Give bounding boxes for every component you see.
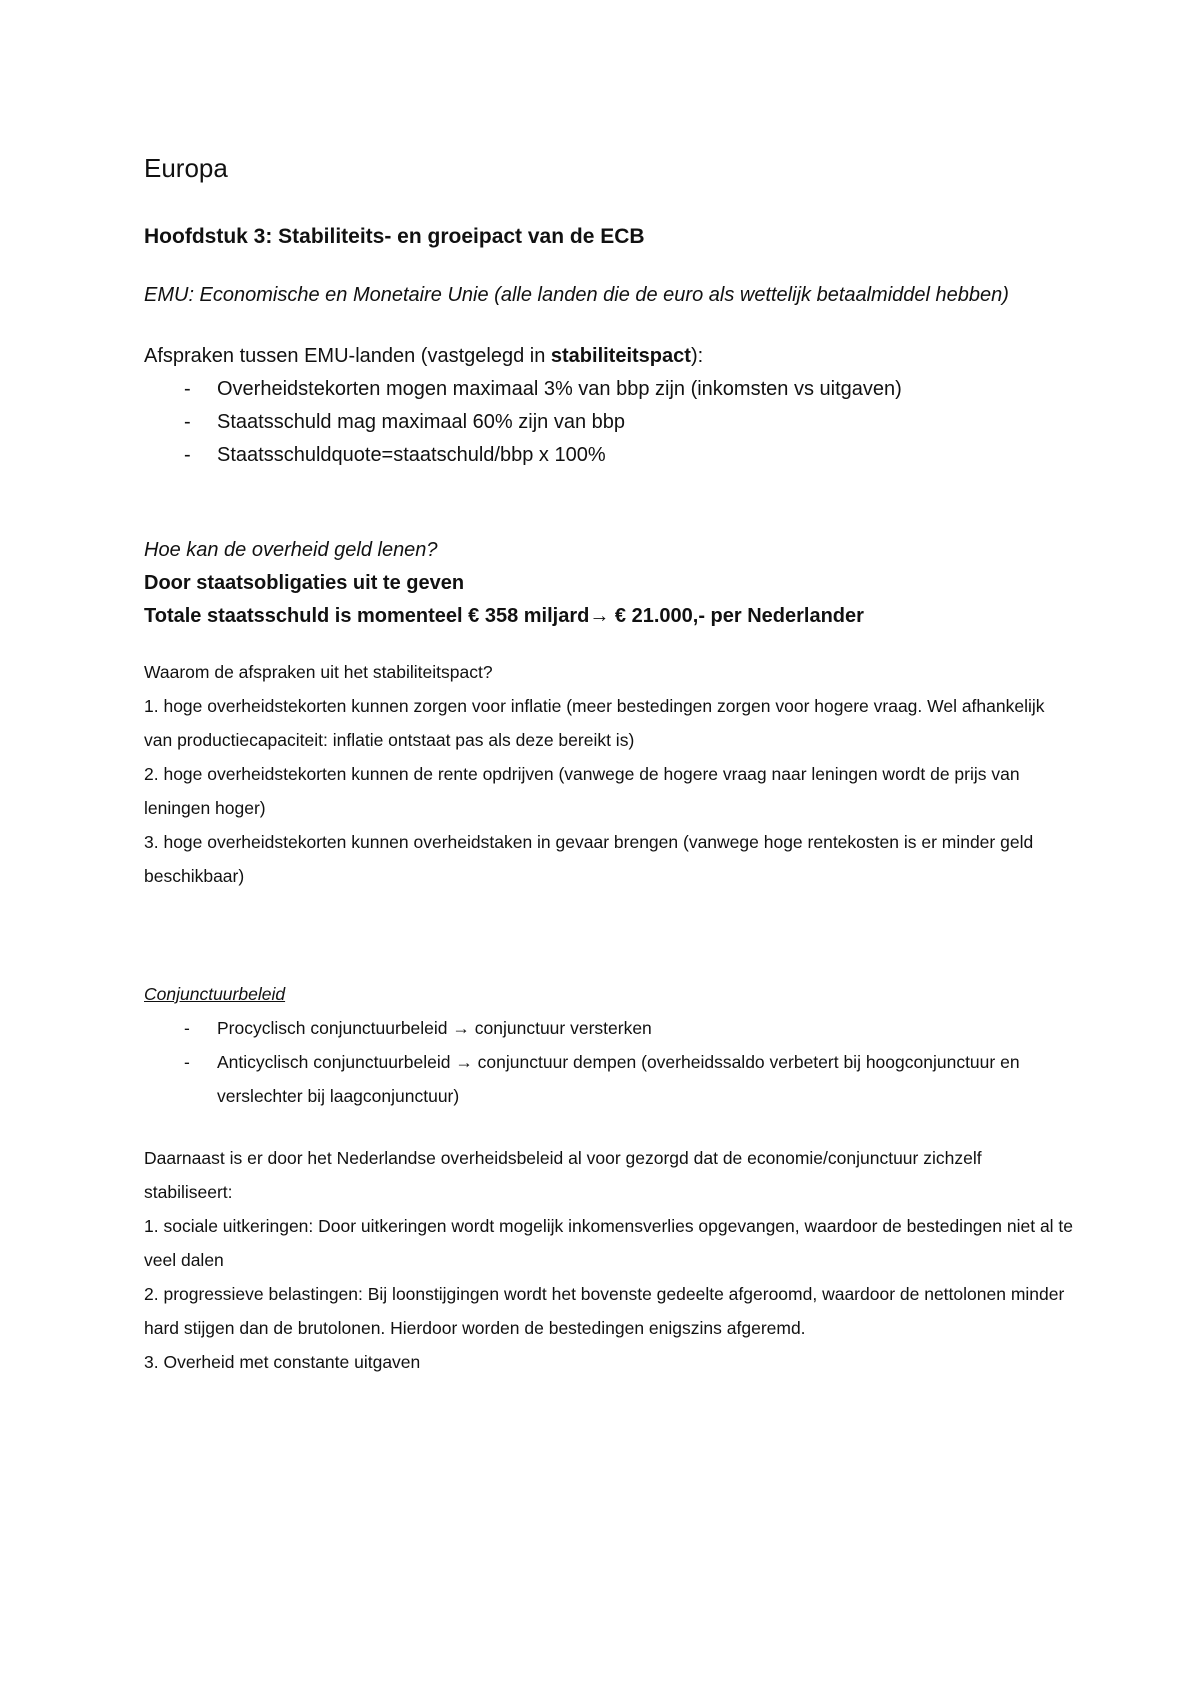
chapter-heading: Hoofdstuk 3: Stabiliteits- en groeipact van de ECB <box>144 225 645 248</box>
list-item <box>144 1045 1074 1113</box>
waarom-point-3: 3. hoge overheidstekorten kunnen overheidstaken in gevaar brengen (vanwege hoge rentekosten is er minder geld beschikbaar) <box>144 832 1034 886</box>
afspraken-intro-prefix: Afspraken tussen EMU-landen (vastgelegd in <box>144 345 551 367</box>
document-title: Europa <box>144 153 228 183</box>
list-item-text: Staatsschuldquote=staatschuld/bbp x 100% <box>217 444 606 466</box>
conjunctuur-list <box>144 1011 1074 1113</box>
list-item <box>144 406 1074 439</box>
lenen-question: Hoe kan de overheid geld lenen? <box>144 539 438 561</box>
list-item <box>144 373 1074 406</box>
lenen-answer: Door staatsobligaties uit te geven <box>144 572 465 594</box>
afspraken-intro-bold: stabiliteitspact <box>550 345 691 367</box>
waarom-heading: Waarom de afspraken uit het stabiliteitspact? <box>144 662 493 682</box>
list-item-text: Overheidstekorten mogen maximaal 3% van bbp zijn (inkomsten vs uitgaven) <box>217 378 902 400</box>
stabilisatie-point-3: 3. Overheid met constante uitgaven <box>144 1352 421 1372</box>
afspraken-list <box>144 373 1074 472</box>
stabilisatie-point-1: 1. sociale uitkeringen: Door uitkeringen wordt mogelijk inkomensverlies opgevangen, waardoor de bestedingen niet al te veel dalen <box>144 1216 1074 1270</box>
list-item-text: Staatsschuld mag maximaal 60% zijn van bbp <box>217 411 625 433</box>
waarom-point-1: 1. hoge overheidstekorten kunnen zorgen voor inflatie (meer bestedingen zorgen voor hogere vraag. Wel afhankelijk van productiecapaciteit: inflatie ontstaat pas als deze bereikt is) <box>144 696 1045 750</box>
dash-marker: - <box>184 444 191 466</box>
conjunctuur-heading: Conjunctuurbeleid <box>144 984 286 1004</box>
document-content <box>144 148 1074 1379</box>
staatsschuld-statement: Totale staatsschuld is momenteel € 358 miljard→ € 21.000,- per Nederlander <box>144 605 864 627</box>
list-item-text: Anticyclisch conjunctuurbeleid → conjunctuur dempen (overheidssaldo verbetert bij hoogconjunctuur en verslechter bij laagconjunctuur) <box>217 1052 1020 1106</box>
dash-marker: - <box>184 411 191 433</box>
stabilisatie-intro: Daarnaast is er door het Nederlandse overheidsbeleid al voor gezorgd dat de economie/conjunctuur zichzelf stabiliseert: <box>144 1148 982 1202</box>
waarom-point-2: 2. hoge overheidstekorten kunnen de rente opdrijven (vanwege de hogere vraag naar leningen wordt de prijs van leningen hoger) <box>144 764 1020 818</box>
dash-marker: - <box>184 1018 190 1038</box>
afspraken-intro <box>144 340 1074 373</box>
afspraken-intro-suffix: ): <box>690 345 704 367</box>
stabilisatie-point-2: 2. progressieve belastingen: Bij loonstijgingen wordt het bovenste gedeelte afgeroomd, waardoor de nettolonen minder hard stijgen dan de brutolonen. Hierdoor worden de bestedingen enigszins afgeremd. <box>144 1284 1065 1338</box>
list-item <box>144 1011 1074 1045</box>
dash-marker: - <box>184 1052 190 1072</box>
list-item <box>144 439 1074 472</box>
dash-marker: - <box>184 378 191 400</box>
list-item-text: Procyclisch conjunctuurbeleid → conjunctuur versterken <box>217 1018 652 1038</box>
emu-definition: EMU: Economische en Monetaire Unie (alle landen die de euro als wettelijk betaalmiddel hebben) <box>144 284 1009 306</box>
